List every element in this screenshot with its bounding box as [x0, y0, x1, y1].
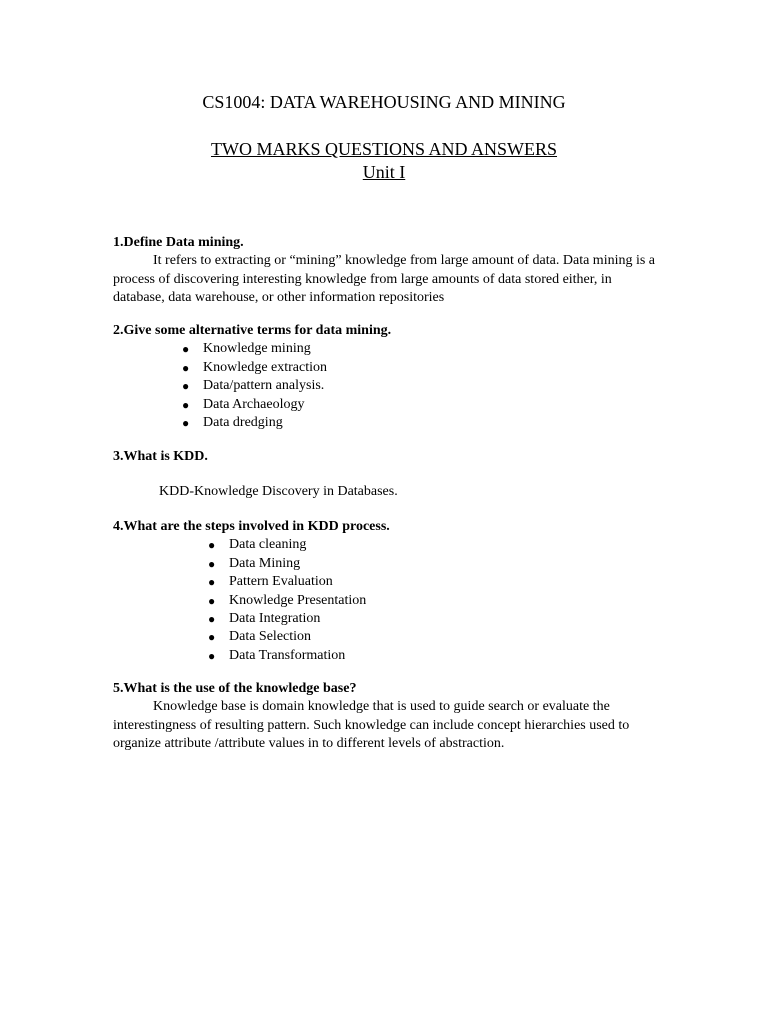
bullet-icon: ●: [208, 630, 216, 645]
bullet-icon: ●: [182, 397, 190, 412]
question-4-heading: 4.What are the steps involved in KDD process.: [113, 519, 390, 534]
list-item: ● Knowledge extraction: [113, 359, 658, 377]
list-item: ● Knowledge mining: [113, 340, 658, 358]
list-item: ● Data Transformation: [113, 647, 658, 665]
question-2-heading: 2.Give some alternative terms for data mining.: [113, 323, 392, 338]
bullet-icon: ●: [182, 342, 190, 357]
bullet-icon: ●: [182, 360, 190, 375]
list-item: ● Data Selection: [113, 628, 658, 646]
question-2-section: [113, 322, 658, 432]
question-1-answer: It refers to extracting or “mining” knowledge from large amount of data. Data mining is a process of discovering interesting knowledge from large amounts of data stored either, in database, data warehouse, or other information repositories: [113, 253, 656, 306]
question-4-section: [113, 518, 658, 665]
list-item: ● Data Mining: [113, 555, 658, 573]
bullet-icon: ●: [208, 593, 216, 608]
question-3-answer-block: [113, 483, 658, 501]
question-5-answer: Knowledge base is domain knowledge that is used to guide search or evaluate the interestingness of resulting pattern. Such knowledge can include concept hierarchies used to organize attribute /attribute values in to different levels of abstraction.: [113, 699, 630, 752]
question-1-heading: 1.Define Data mining.: [113, 235, 244, 250]
question-5-section: [113, 680, 658, 754]
list-item: ● Data cleaning: [113, 536, 658, 554]
unit-heading: Unit I: [362, 162, 406, 182]
list-item: ● Knowledge Presentation: [113, 592, 658, 610]
bullet-icon: ●: [208, 648, 216, 663]
bullet-icon: ●: [208, 575, 216, 590]
question-3-answer: KDD-Knowledge Discovery in Databases.: [159, 484, 398, 499]
question-5-heading: 5.What is the use of the knowledge base?: [113, 681, 357, 696]
list-item: ● Data Integration: [113, 610, 658, 628]
list-item: ● Data/pattern analysis.: [113, 377, 658, 395]
list-item: ● Pattern Evaluation: [113, 573, 658, 591]
bullet-icon: ●: [182, 416, 190, 431]
bullet-icon: ●: [208, 538, 216, 553]
bullet-icon: ●: [208, 556, 216, 571]
list-item: ● Data Archaeology: [113, 396, 658, 414]
bullet-icon: ●: [208, 612, 216, 627]
question-3-section: [113, 448, 658, 466]
kdd-steps-list: [113, 536, 658, 665]
document-subtitle: TWO MARKS QUESTIONS AND ANSWERS: [210, 139, 558, 159]
list-item: ● Data dredging: [113, 414, 658, 432]
alternative-terms-list: [113, 340, 658, 432]
course-title: CS1004: DATA WAREHOUSING AND MINING: [202, 92, 566, 112]
bullet-icon: ●: [182, 379, 190, 394]
question-1-section: [113, 234, 658, 308]
question-3-heading: 3.What is KDD.: [113, 449, 208, 464]
